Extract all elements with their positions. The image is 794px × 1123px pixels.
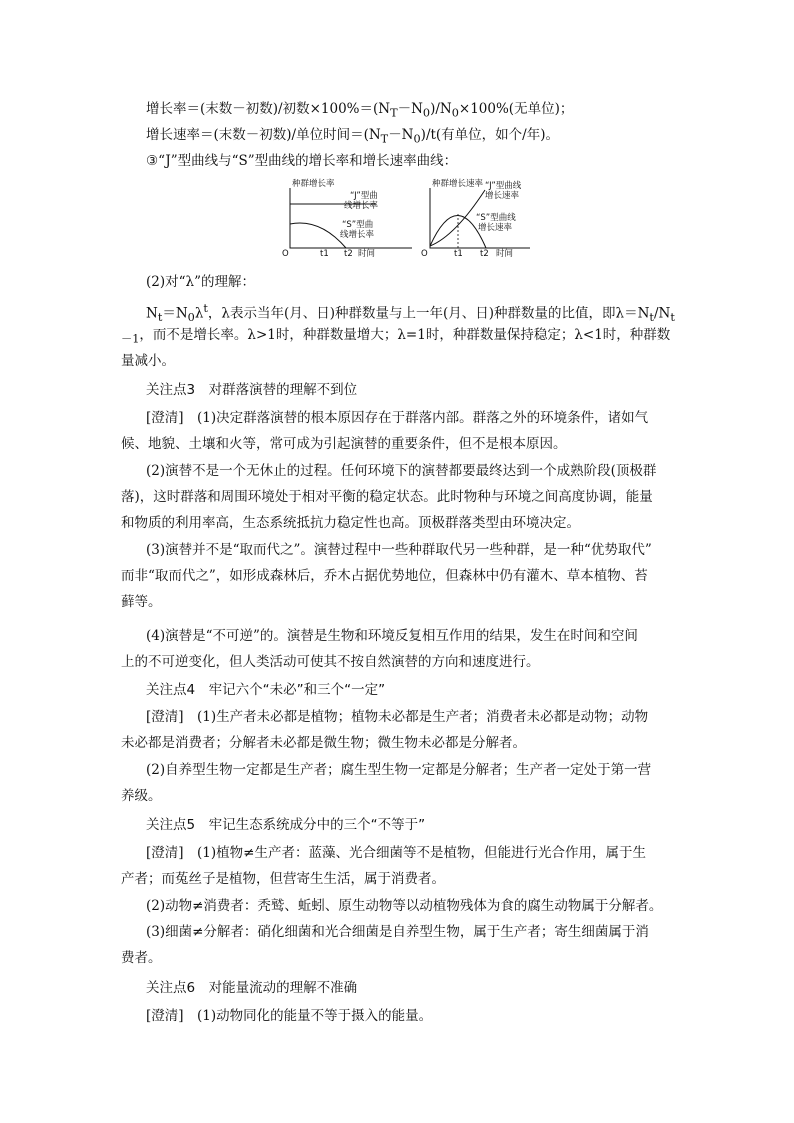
left-ylabel: 种群增长率 — [292, 179, 335, 189]
right-s-label: “S”型曲线 — [476, 213, 516, 223]
lambda-subscript: －1 — [121, 332, 140, 346]
formula-text: －N — [397, 101, 423, 117]
left-s-label: “S”型曲 — [342, 220, 374, 230]
growth-curves-svg — [280, 176, 530, 262]
p5-line: (3)细菌≠分解者：硝化细菌和光合细菌是自养型生物，属于生产者；寄生细菌属于消 — [146, 924, 649, 940]
left-s-label: 线增长率 — [340, 230, 375, 240]
left-t2: t2 — [344, 249, 353, 259]
right-t1: t1 — [454, 249, 463, 259]
right-t2: t2 — [480, 249, 489, 259]
right-chart — [421, 178, 530, 259]
section-title-6: 关注点6 对能量流动的理解不准确 — [146, 980, 358, 996]
lambda-text: ，λ表示当年(月、日)种群数量与上一年(月、日)种群数量的比值，即λ＝N — [207, 305, 650, 322]
p3-line: [澄清] (1)决定群落演替的根本原因存在于群落内部。群落之外的环境条件，诸如气 — [146, 410, 649, 426]
p5-line: [澄清] (1)植物≠生产者：蓝藻、光合细菌等不是植物，但能进行光合作用，属于生 — [146, 845, 646, 861]
section-title-4: 关注点4 牢记六个“未必”和三个“一定” — [146, 682, 386, 698]
p5-line: (2)动物≠消费者：秃鹫、蚯蚓、原生动物等以动植物残体为食的腐生动物属于分解者。 — [146, 898, 663, 914]
formula-subscript: 0 — [422, 106, 431, 120]
lambda-text: N — [146, 305, 158, 322]
p4-line: 未必都是消费者；分解者未必都是微生物；微生物未必都是分解者。 — [121, 735, 526, 751]
p4-line: [澄清] (1)生产者未必都是植物；植物未必都是生产者；消费者未必都是动物；动物 — [146, 709, 649, 725]
p5-line: 产者；而菟丝子是植物，但营寄生生活，属于消费者。 — [121, 871, 445, 887]
left-t1: t1 — [320, 249, 329, 259]
p3-line: 上的不可逆变化，但人类活动可使其不按自然演替的方向和速度进行。 — [121, 654, 540, 670]
p4-line: (2)自养型生物一定都是生产者；腐生型生物一定都是分解者；生产者一定处于第一营 — [146, 762, 652, 778]
left-origin: O — [282, 249, 289, 259]
formula-text: －N — [388, 127, 414, 143]
formula-text: )/t(有单位，如个/年)。 — [420, 127, 559, 143]
right-origin: O — [421, 249, 428, 259]
lambda-text: λ — [194, 305, 204, 322]
formula-text: ×100%(无单位)； — [458, 101, 574, 117]
p3-line: 和物质的利用率高，生态系统抵抗力稳定性也高。顶极群落类型由环境决定。 — [121, 515, 580, 531]
p3-line: (3)演替并不是“取而代之”。演替过程中一些种群取代另一些种群，是一种“优势取代” — [146, 542, 652, 558]
lambda-text: /N — [653, 305, 671, 322]
p3-line: 而非“取而代之”，如形成森林后，乔木占据优势地位，但森林中仍有灌木、草本植物、苔 — [121, 568, 648, 584]
p5-line: 费者。 — [121, 950, 162, 966]
right-ylabel: 种群增长速率 — [432, 179, 484, 189]
lambda-line-3: 量减小。 — [121, 353, 175, 369]
growth-curves-figure — [280, 176, 530, 262]
lambda-text: ，而不是增长率。λ>1时，种群数量增大；λ=1时，种群数量保持稳定；λ<1时，种群数 — [139, 327, 671, 343]
right-xlabel: 时间 — [496, 249, 514, 259]
lambda-line-2 — [121, 325, 670, 350]
growth-speed-formula — [146, 125, 559, 150]
lambda-title: (2)对“λ”的理解： — [146, 274, 255, 290]
formula-subscript: 0 — [451, 106, 459, 120]
lambda-subscript: t — [157, 311, 163, 325]
formula-subscript: T — [380, 132, 389, 146]
lambda-subscript: t — [670, 311, 675, 325]
p3-line: 候、地貌、土壤和火等，常可成为引起演替的重要条件，但不是根本原因。 — [121, 436, 567, 452]
formula-subscript: 0 — [413, 132, 421, 146]
formula-text: )/N — [430, 101, 452, 117]
lambda-subscript: t — [649, 311, 654, 325]
right-j-label: 增长速率 — [485, 191, 520, 201]
formula-subscript: T — [390, 106, 398, 120]
formula-text: 增长速率＝(末数－初数)/单位时间＝(N — [146, 127, 381, 143]
p4-line: 养级。 — [121, 788, 162, 804]
left-j-label: “J”型曲 — [350, 191, 378, 201]
p6-line: [澄清] (1)动物同化的能量不等于摄入的能量。 — [146, 1008, 433, 1024]
lambda-definition — [146, 299, 675, 328]
lambda-text: ＝N — [162, 305, 188, 322]
left-xlabel: 时间 — [358, 249, 376, 259]
p3-line: 藓等。 — [121, 594, 162, 610]
right-j-label: “J”型曲线 — [485, 181, 522, 191]
formula-text: 增长率＝(末数－初数)/初数×100%＝(N — [146, 101, 391, 117]
section-title-5: 关注点5 牢记生态系统成分中的三个“不等于” — [146, 817, 426, 833]
left-s-curve — [290, 223, 346, 248]
right-s-label: 增长速率 — [478, 223, 513, 233]
lambda-superscript: t — [203, 302, 208, 315]
growth-rate-formula — [146, 99, 573, 124]
p3-line: (2)演替不是一个无休止的过程。任何环境下的演替都要最终达到一个成熟阶段(顶极群 — [146, 463, 657, 479]
p3-line: 落)，这时群落和周围环境处于相对平衡的稳定状态。此时物种与环境之间高度协调，能量 — [121, 489, 653, 505]
left-chart — [282, 178, 412, 259]
p3-line: (4)演替是“不可逆”的。演替是生物和环境反复相互作用的结果，发生在时间和空间 — [146, 628, 638, 644]
section-title-3: 关注点3 对群落演替的理解不到位 — [146, 382, 358, 398]
lambda-subscript: 0 — [187, 311, 195, 325]
left-j-label: 线增长率 — [344, 201, 379, 211]
item3-title: ③“J”型曲线与“S”型曲线的增长率和增长速率曲线： — [146, 153, 458, 169]
